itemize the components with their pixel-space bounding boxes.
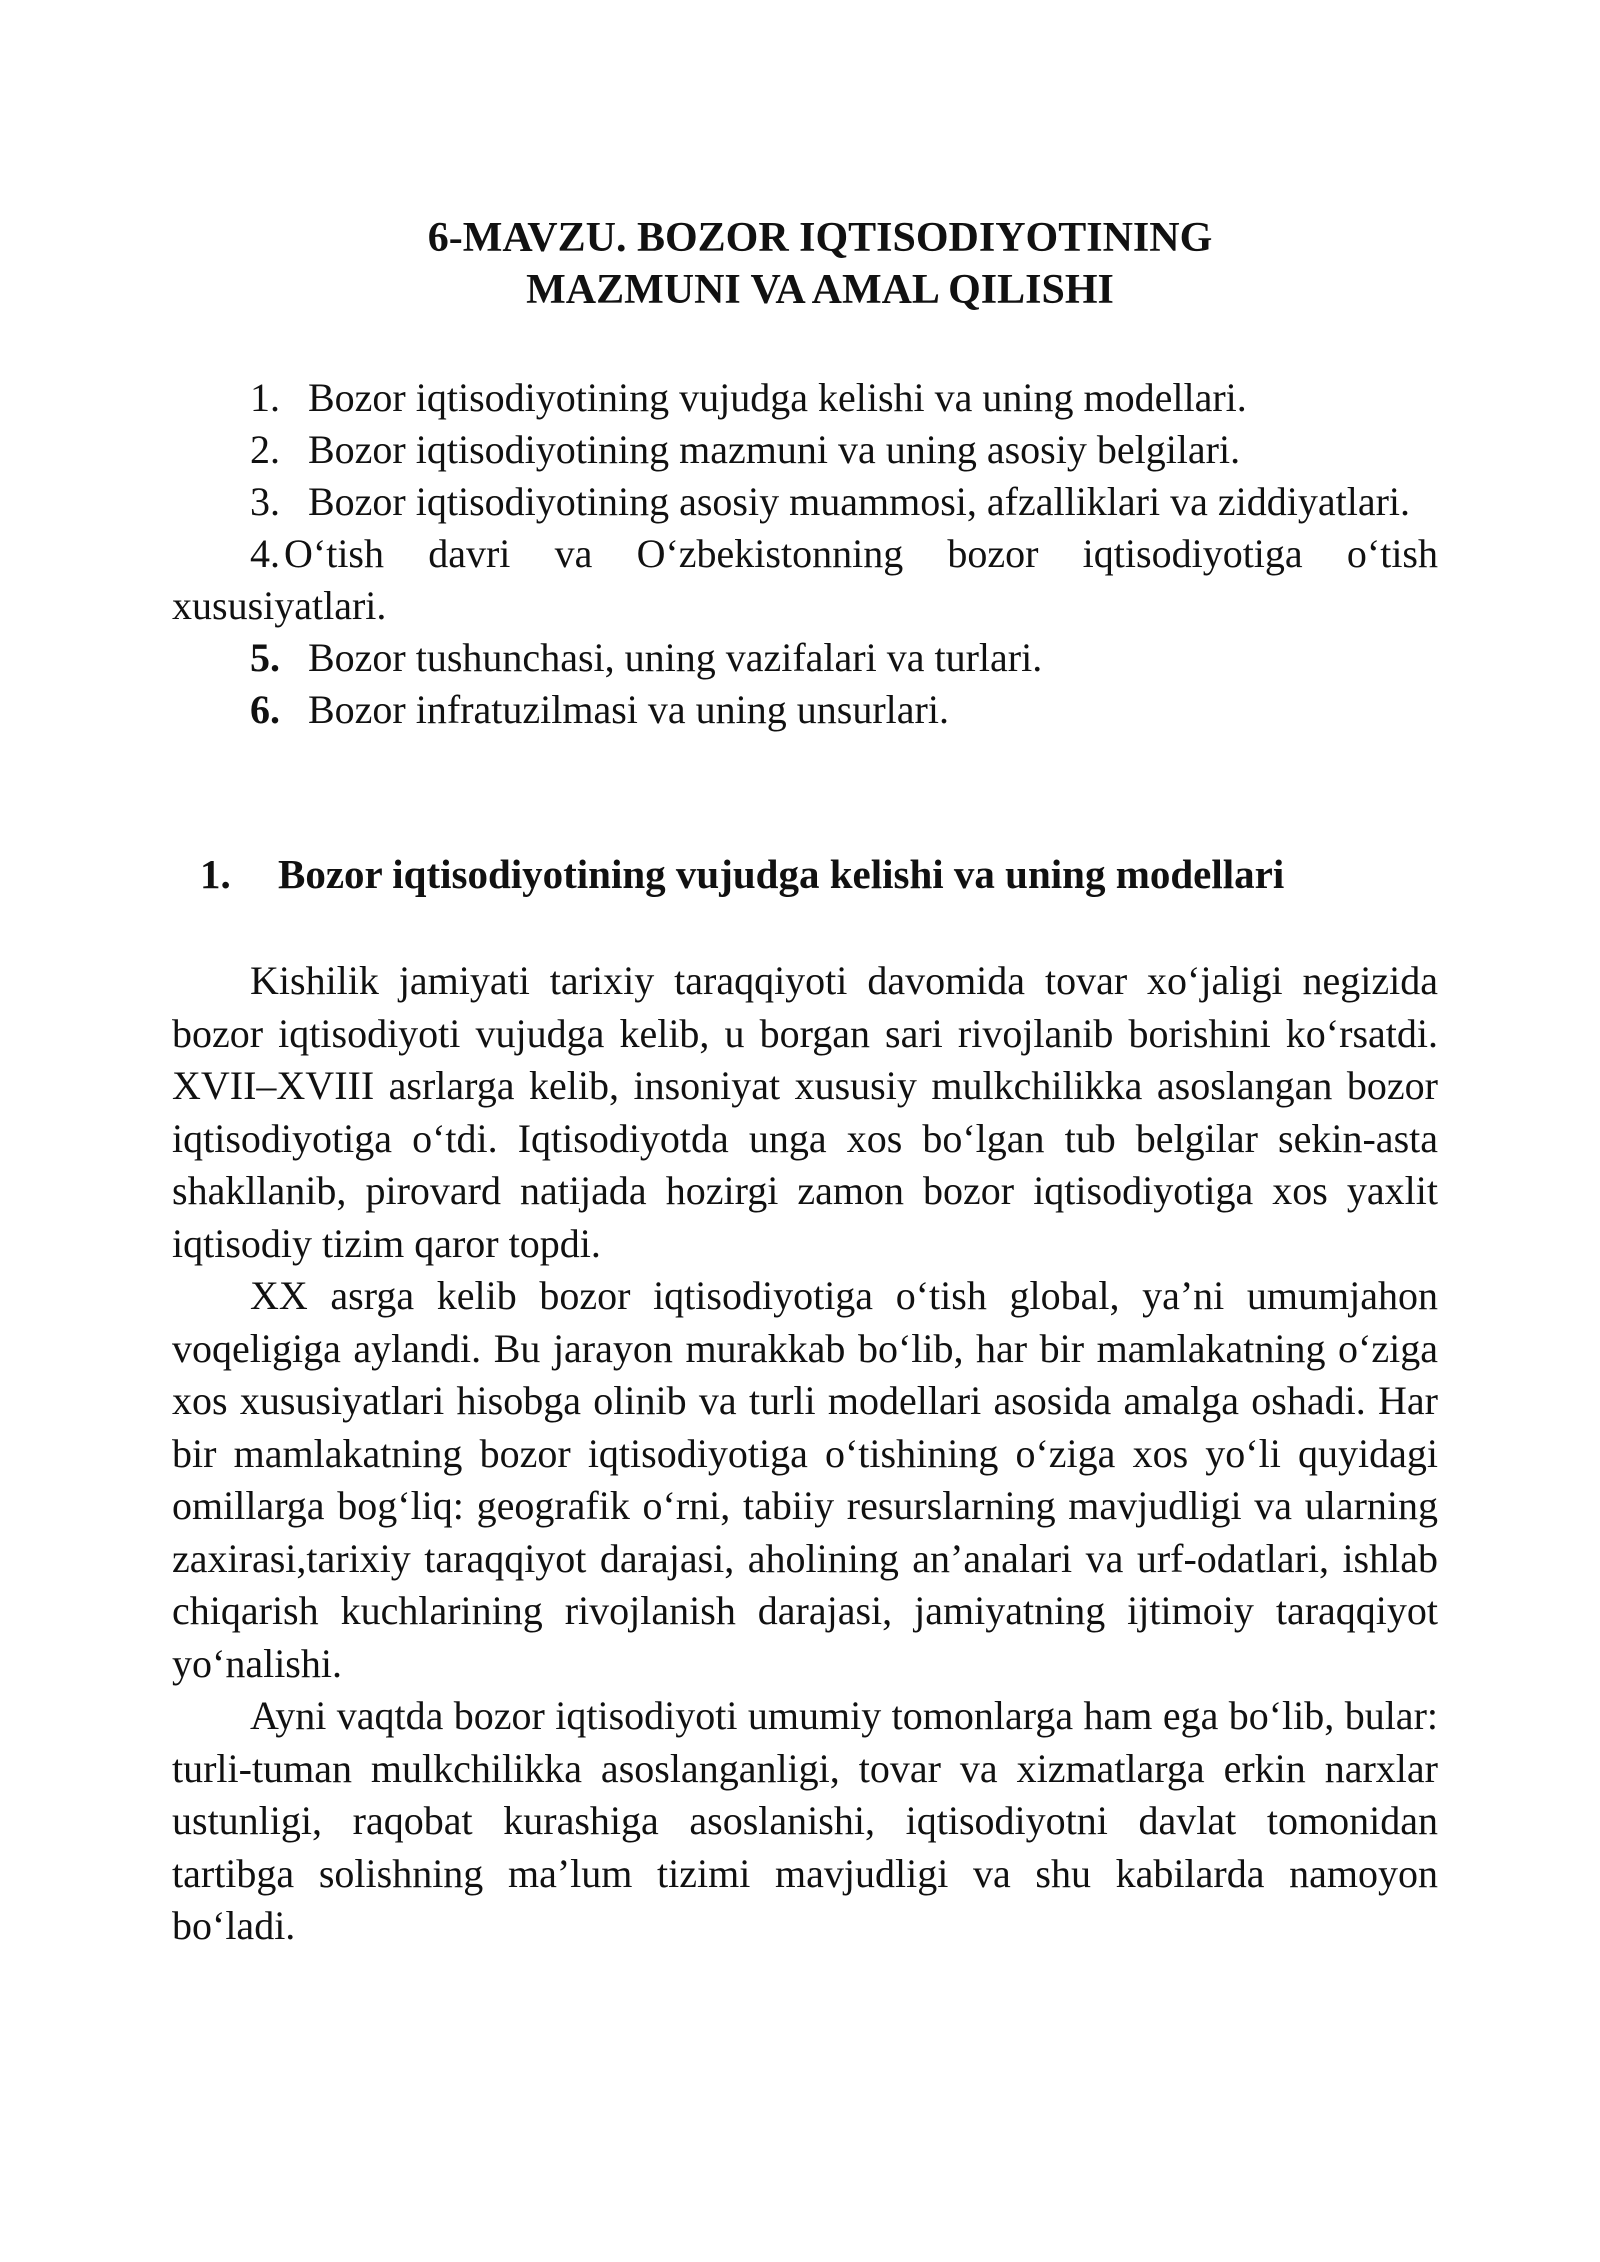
outline-item [172, 528, 1438, 632]
paragraph: XX asrga kelib bozor iqtisodiyotiga o‘tish global, ya’ni umumjahon voqeligiga aylandi. Bu jarayon murakkab bo‘lib, har bir mamlakatning o‘ziga xos xususiyatlari hisobga olinib va turli modellari asosida amalga oshadi. Har bir mamlakatning bozor iqtisodiyotiga o‘tishining o‘ziga xos yo‘li quyidagi omillarga bog‘liq: geografik o‘rni, tabiiy resurslarning mavjudligi va ularning zaxirasi,tarixiy taraqqiyot darajasi, aholining an’analari va urf-odatlari, ishlab chiqarish kuchlarining rivojlanish darajasi, jamiyatning ijtimoiy taraqqiyot yo‘nalishi. [172, 1273, 1438, 1686]
outline-item-text: Bozor iqtisodiyotining asosiy muammosi, afzalliklari va ziddiyatlari. [308, 479, 1411, 524]
section-title: Bozor iqtisodiyotining vujudga kelishi va uning modellari [278, 851, 1285, 897]
outline-item [172, 424, 1438, 476]
outline-item-number: 3. [250, 479, 280, 524]
outline-item [172, 684, 1438, 736]
outline-item-number: 4. [250, 531, 280, 576]
topic-outline [172, 372, 1438, 736]
title-line-2: MAZMUNI VA AMAL QILISHI [526, 267, 1114, 313]
outline-item-text: Bozor infratuzilmasi va uning unsurlari. [308, 687, 949, 732]
page-title [170, 212, 1470, 316]
outline-item-number: 6. [250, 687, 280, 732]
section-number: 1. [200, 851, 231, 897]
outline-item-number: 5. [250, 635, 280, 680]
outline-item-text: Bozor iqtisodiyotining mazmuni va uning asosiy belgilari. [308, 427, 1241, 472]
outline-item [172, 372, 1438, 424]
paragraph: Kishilik jamiyati tarixiy taraqqiyoti davomida tovar xo‘jaligi negizida bozor iqtisodiyoti vujudga kelib, u borgan sari rivojlanib borishini ko‘rsatdi. XVII–XVIII asrlarga kelib, insoniyat xususiy mulkchilikka asoslangan bozor iqtisodiyotiga o‘tdi. Iqtisodiyotda unga xos bo‘lgan tub belgilar sekin-asta shakllanib, pirovard natijada hozirgi zamon bozor iqtisodiyotiga xos yaxlit iqtisodiy tizim qaror topdi. [172, 958, 1438, 1266]
outline-item-number: 1. [250, 375, 280, 420]
outline-item [172, 632, 1438, 684]
section-heading [200, 848, 1440, 900]
outline-item [172, 476, 1438, 528]
section-body [172, 955, 1438, 1953]
title-line-1: 6-MAVZU. BOZOR IQTISODIYOTINING [427, 215, 1213, 261]
outline-item-number: 2. [250, 427, 280, 472]
outline-item-text: Bozor iqtisodiyotining vujudga kelishi va uning modellari. [308, 375, 1247, 420]
paragraph: Ayni vaqtda bozor iqtisodiyoti umumiy tomonlarga ham ega bo‘lib, bular: turli-tuman mulkchilikka asoslanganligi, tovar va xizmatlarga erkin narxlar ustunligi, raqobat kurashiga asoslanishi, iqtisodiyotni davlat tomonidan tartibga solishning ma’lum tizimi mavjudligi va shu kabilarda namoyon bo‘ladi. [172, 1693, 1438, 1948]
outline-item-text: Bozor tushunchasi, uning vazifalari va turlari. [308, 635, 1043, 680]
outline-item-text: O‘tish davri va O‘zbekistonning bozor iqtisodiyotiga o‘tish xususiyatlari. [172, 531, 1438, 628]
